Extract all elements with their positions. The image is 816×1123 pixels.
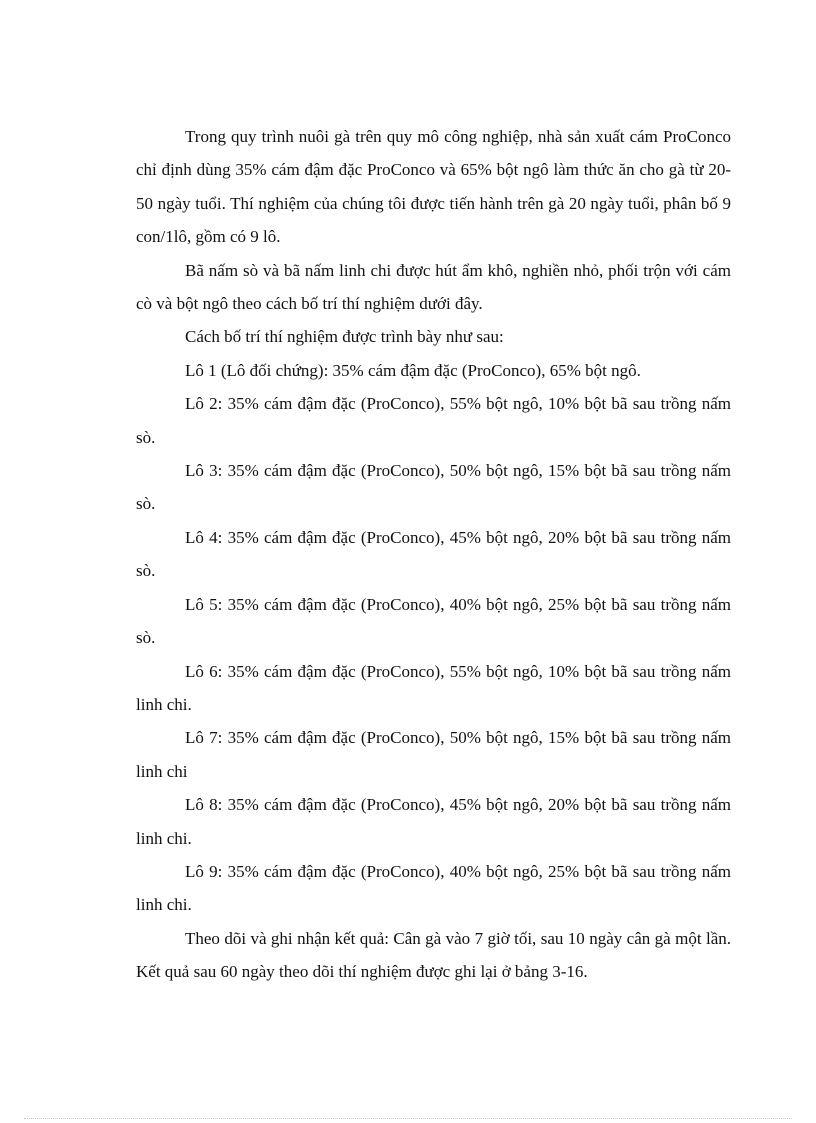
paragraph-lot-5: Lô 5: 35% cám đậm đặc (ProConco), 40% bột ngô, 25% bột bã sau trồng nấm sò.: [136, 594, 731, 648]
page-bottom-divider: [24, 1118, 792, 1119]
paragraph-lot-1: Lô 1 (Lô đối chứng): 35% cám đậm đặc (ProConco), 65% bột ngô.: [185, 360, 641, 380]
document-body: [136, 120, 731, 989]
paragraph-preparation: Bã nấm sò và bã nấm linh chi được hút ẩm khô, nghiền nhỏ, phối trộn với cám cò và bột ngô theo cách bố trí thí nghiệm dưới đây.: [136, 260, 731, 314]
paragraph-lot-7: Lô 7: 35% cám đậm đặc (ProConco), 50% bột ngô, 15% bột bã sau trồng nấm linh chi: [136, 728, 731, 781]
paragraph-lot-4: Lô 4: 35% cám đậm đặc (ProConco), 45% bột ngô, 20% bột bã sau trồng nấm sò.: [136, 527, 731, 581]
paragraph-lot-3: Lô 3: 35% cám đậm đặc (ProConco), 50% bột ngô, 15% bột bã sau trồng nấm sò.: [136, 461, 731, 514]
paragraph-intro: Trong quy trình nuôi gà trên quy mô công nghiệp, nhà sản xuất cám ProConco chỉ định dùng 35% cám đậm đặc ProConco và 65% bột ngô làm thức ăn cho gà từ 20- 50 ngày tuổi. Thí nghiệm của chúng tôi được tiến hành trên gà 20 ngày tuổi, phân bố 9 con/1lô, gồm có 9 lô.: [136, 127, 731, 247]
paragraph-lot-9: Lô 9: 35% cám đậm đặc (ProConco), 40% bột ngô, 25% bột bã sau trồng nấm linh chi.: [136, 861, 731, 915]
paragraph-lot-8: Lô 8: 35% cám đậm đặc (ProConco), 45% bột ngô, 20% bột bã sau trồng nấm linh chi.: [136, 795, 731, 848]
paragraph-lot-2: Lô 2: 35% cám đậm đặc (ProConco), 55% bột ngô, 10% bột bã sau trồng nấm sò.: [136, 394, 731, 447]
paragraph-monitoring: Theo dõi và ghi nhận kết quả: Cân gà vào 7 giờ tối, sau 10 ngày cân gà một lần. Kết quả sau 60 ngày theo dõi thí nghiệm được ghi lại ở bảng 3-16.: [136, 928, 731, 982]
paragraph-lot-6: Lô 6: 35% cám đậm đặc (ProConco), 55% bột ngô, 10% bột bã sau trồng nấm linh chi.: [136, 661, 731, 714]
paragraph-layout-heading: Cách bố trí thí nghiệm được trình bày như sau:: [185, 327, 504, 347]
